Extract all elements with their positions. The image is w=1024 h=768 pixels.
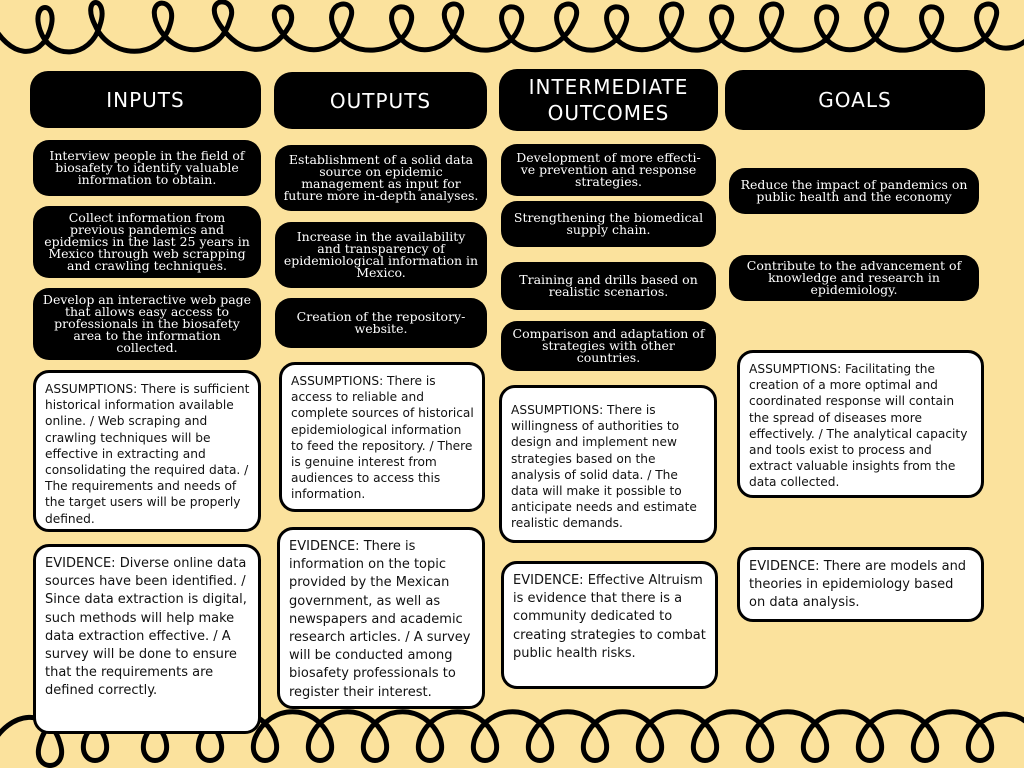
inputs-evidence: EVIDENCE: Diverse online data sources have been identified. / Since data extraction is digital, such methods will help make data extraction effective. / A survey will be done to ensure that the requirements are defined correctly. [33,544,261,734]
inputs-activity-3: Develop an interactive web page that allows easy access to professionals in the biosafety area to the information collected. [33,288,261,360]
goals-assumptions: ASSUMPTIONS: Facilitating the creation of a more optimal and coordinated response will contain the spread of diseases more effectively. / The analytical capacity and tools exist to process and extract valuable insights from the data collected. [737,350,984,498]
intermediate-activity-4: Comparison and adaptation of strategies with other countries. [501,321,716,371]
intermediate-activity-1: Development of more effecti- ve prevention and response strategies. [501,144,716,196]
header-intermediate-outcomes: INTERMEDIATE OUTCOMES [499,69,718,131]
intermediate-activity-2: Strengthening the biomedical supply chain. [501,201,716,247]
intermediate-assumptions: ASSUMPTIONS: There is willingness of authorities to design and implement new strategies based on the analysis of solid data. / The data will make it possible to anticipate needs and estimate realistic demands. [499,385,717,543]
header-outputs: OUTPUTS [274,72,487,129]
goals-evidence: EVIDENCE: There are models and theories in epidemiology based on data analysis. [737,547,984,622]
outputs-activity-1: Establishment of a solid data source on epidemic management as input for future more in-depth analyses. [275,145,487,211]
intermediate-activity-3: Training and drills based on realistic scenarios. [501,262,716,310]
outputs-assumptions: ASSUMPTIONS: There is access to reliable and complete sources of historical epidemiological information to feed the repository. / There is genuine interest from audiences to access this information. [279,362,485,512]
inputs-activity-1: Interview people in the field of biosafety to identify valuable information to obtain. [33,140,261,196]
top-scribble-border [0,0,1024,60]
header-goals: GOALS [725,70,985,130]
inputs-activity-2: Collect information from previous pandemics and epidemics in the last 25 years in Mexico through web scrapping and crawling techniques. [33,206,261,278]
outputs-activity-3: Creation of the repository-website. [275,298,487,348]
outputs-activity-2: Increase in the availability and transparency of epidemiological information in Mexico. [275,222,487,288]
goals-activity-1: Reduce the impact of pandemics on public health and the economy [729,168,979,214]
inputs-assumptions: ASSUMPTIONS: There is sufficient historical information available online. / Web scraping and crawling techniques will be effective in extracting and consolidating the required data. / The requirements and needs of the target users will be properly defined. [33,370,261,532]
header-inputs: INPUTS [30,71,261,128]
goals-activity-2: Contribute to the advancement of knowledge and research in epidemiology. [729,255,979,301]
intermediate-evidence: EVIDENCE: Effective Altruism is evidence that there is a community dedicated to creating strategies to combat public health risks. [501,561,718,689]
outputs-evidence: EVIDENCE: There is information on the topic provided by the Mexican government, as well as newspapers and academic research articles. / A survey will be conducted among biosafety professionals to register their interest. [277,527,485,709]
